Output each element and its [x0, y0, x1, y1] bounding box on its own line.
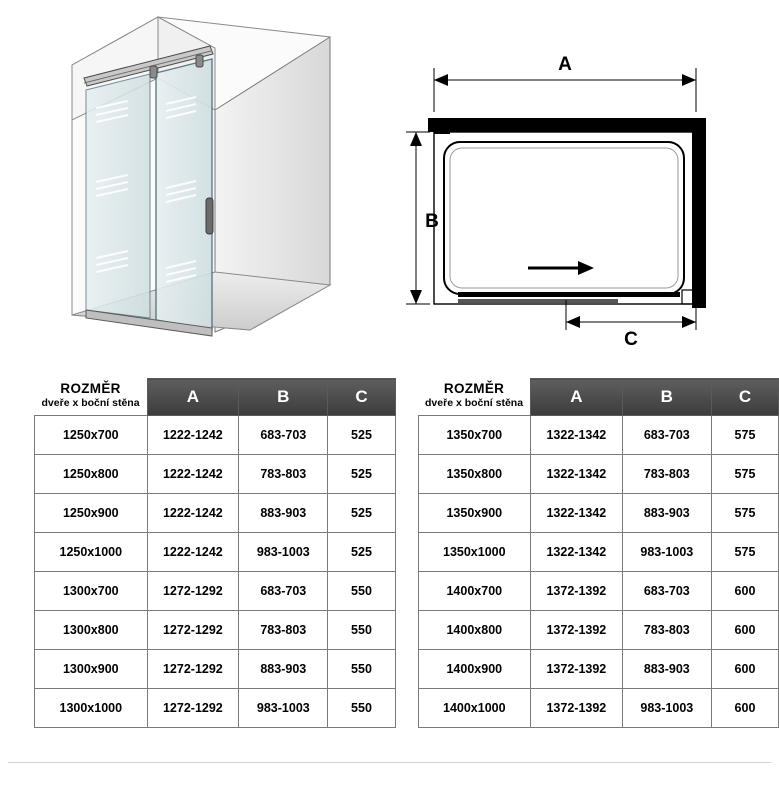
cell-c: 550 [328, 571, 395, 610]
cell-a: 1222-1242 [147, 454, 239, 493]
cell-b: 783-803 [622, 454, 711, 493]
cell-rozmer: 1300x1000 [35, 688, 148, 727]
cell-rozmer: 1350x1000 [418, 532, 531, 571]
cell-rozmer: 1400x1000 [418, 688, 531, 727]
cell-rozmer: 1400x900 [418, 649, 531, 688]
table-row [418, 610, 779, 649]
cell-c: 525 [328, 493, 395, 532]
table-row [418, 571, 779, 610]
cell-rozmer: 1400x700 [418, 571, 531, 610]
table-row [418, 649, 779, 688]
cell-a: 1272-1292 [147, 688, 239, 727]
glass-panel-fixed [86, 74, 150, 318]
cell-b: 683-703 [239, 415, 328, 454]
cell-b: 783-803 [622, 610, 711, 649]
table-left-header-c: C [328, 379, 395, 416]
cell-rozmer: 1250x700 [35, 415, 148, 454]
footer-divider [8, 762, 771, 763]
cell-b: 683-703 [622, 415, 711, 454]
dimension-label-a: A [558, 54, 572, 75]
table-right-header-b: B [622, 379, 711, 416]
dimension-label-b: B [425, 211, 439, 232]
cell-rozmer: 1350x900 [418, 493, 531, 532]
table-right-header-c: C [711, 379, 778, 416]
cell-a: 1272-1292 [147, 571, 239, 610]
cell-c: 575 [711, 532, 778, 571]
cell-b: 983-1003 [239, 532, 328, 571]
cell-c: 600 [711, 610, 778, 649]
table-right-header-row [418, 379, 779, 416]
illustration-area [0, 0, 779, 370]
cell-rozmer: 1350x700 [418, 415, 531, 454]
cell-c: 575 [711, 493, 778, 532]
cell-c: 600 [711, 571, 778, 610]
cell-a: 1322-1342 [531, 415, 623, 454]
cell-c: 550 [328, 649, 395, 688]
cell-rozmer: 1250x800 [35, 454, 148, 493]
cell-rozmer: 1250x1000 [35, 532, 148, 571]
shower-enclosure-perspective [0, 0, 400, 370]
cell-b: 683-703 [622, 571, 711, 610]
wall-outline [428, 118, 706, 308]
table-row [35, 493, 396, 532]
cell-a: 1272-1292 [147, 610, 239, 649]
table-left [34, 378, 396, 728]
cell-a: 1222-1242 [147, 493, 239, 532]
cell-a: 1322-1342 [531, 493, 623, 532]
table-right-header-a: A [531, 379, 623, 416]
shower-enclosure-plan [400, 0, 779, 370]
door-handle-icon [206, 198, 213, 234]
cell-rozmer: 1250x900 [35, 493, 148, 532]
dimension-label-c: C [624, 329, 638, 350]
cell-c: 550 [328, 688, 395, 727]
cell-b: 683-703 [239, 571, 328, 610]
cell-a: 1372-1392 [531, 649, 623, 688]
cell-c: 525 [328, 415, 395, 454]
table-row [35, 454, 396, 493]
table-row [418, 688, 779, 727]
cell-b: 983-1003 [239, 688, 328, 727]
table-row [35, 610, 396, 649]
table-row [418, 493, 779, 532]
table-row [35, 688, 396, 727]
cell-a: 1372-1392 [531, 688, 623, 727]
cell-b: 883-903 [239, 493, 328, 532]
cell-b: 983-1003 [622, 532, 711, 571]
table-left-header-row [35, 379, 396, 416]
cell-a: 1272-1292 [147, 649, 239, 688]
cell-a: 1322-1342 [531, 454, 623, 493]
cell-b: 983-1003 [622, 688, 711, 727]
cell-a: 1372-1392 [531, 610, 623, 649]
table-row [418, 454, 779, 493]
cell-c: 600 [711, 688, 778, 727]
table-left-header-a: A [147, 379, 239, 416]
cell-c: 550 [328, 610, 395, 649]
cell-a: 1322-1342 [531, 532, 623, 571]
cell-b: 883-903 [239, 649, 328, 688]
cell-c: 575 [711, 454, 778, 493]
sliding-door-plan [458, 292, 680, 303]
sliding-direction-arrow [528, 261, 594, 275]
rozmer-sub-label: dveře x boční stěna [41, 397, 140, 410]
table-row [35, 532, 396, 571]
cell-c: 525 [328, 454, 395, 493]
table-row [418, 532, 779, 571]
rozmer-main-label: ROZMĚR [60, 380, 121, 396]
cell-rozmer: 1350x800 [418, 454, 531, 493]
cell-b: 783-803 [239, 610, 328, 649]
cell-b: 883-903 [622, 493, 711, 532]
cell-a: 1222-1242 [147, 532, 239, 571]
cell-rozmer: 1300x700 [35, 571, 148, 610]
table-row [35, 571, 396, 610]
cell-c: 525 [328, 532, 395, 571]
table-row [418, 415, 779, 454]
cell-c: 600 [711, 649, 778, 688]
cell-a: 1222-1242 [147, 415, 239, 454]
cell-rozmer: 1300x800 [35, 610, 148, 649]
table-right-header-rozmer [418, 379, 531, 416]
cell-rozmer: 1400x800 [418, 610, 531, 649]
cell-b: 783-803 [239, 454, 328, 493]
table-row [35, 415, 396, 454]
cell-b: 883-903 [622, 649, 711, 688]
table-row [35, 649, 396, 688]
table-right [418, 378, 779, 728]
cell-rozmer: 1300x900 [35, 649, 148, 688]
glass-panel-sliding [156, 59, 212, 330]
cell-a: 1372-1392 [531, 571, 623, 610]
cell-c: 575 [711, 415, 778, 454]
size-tables [0, 378, 779, 728]
table-left-header-rozmer [35, 379, 148, 416]
rozmer-sub-label: dveře x boční stěna [425, 397, 524, 410]
rozmer-main-label: ROZMĚR [443, 380, 505, 396]
glass-plan-outline [444, 142, 684, 294]
table-left-header-b: B [239, 379, 328, 416]
